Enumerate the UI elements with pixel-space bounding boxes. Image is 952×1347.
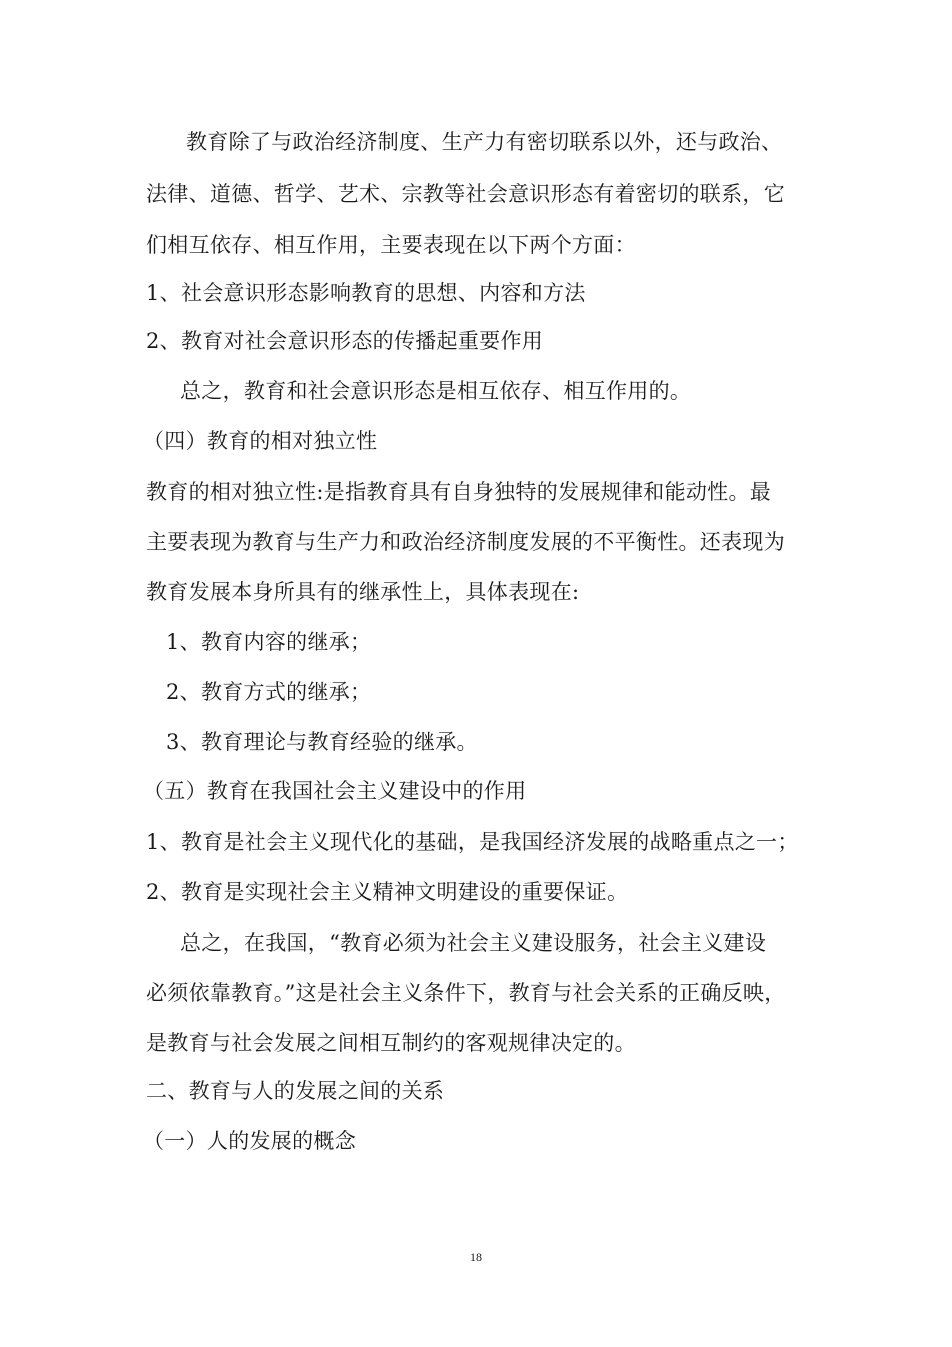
list-item: 2、教育方式的继承； xyxy=(166,680,372,704)
page-number: 18 xyxy=(470,1250,482,1264)
list-item: 3、教育理论与教育经验的继承。 xyxy=(166,730,478,754)
list-item: 1、教育是社会主义现代化的基础，是我国经济发展的战略重点之一； xyxy=(146,830,799,854)
section-heading: （四）教育的相对独立性 xyxy=(143,429,378,453)
paragraph-line: 们相互依存、相互作用，主要表现在以下两个方面： xyxy=(146,233,636,257)
paragraph-line: 是教育与社会发展之间相互制约的客观规律决定的。 xyxy=(146,1031,636,1055)
summary-line: 总之，教育和社会意识形态是相互依存、相互作用的。 xyxy=(180,379,692,403)
paragraph-line: 教育除了与政治经济制度、生产力有密切联系以外，还与政治、 xyxy=(186,130,783,154)
section-heading: （五）教育在我国社会主义建设中的作用 xyxy=(143,779,527,803)
summary-line: 总之，在我国，“教育必须为社会主义建设服务，社会主义建设 xyxy=(180,931,767,955)
list-item: 2、教育对社会意识形态的传播起重要作用 xyxy=(146,329,544,353)
paragraph-line: 教育的相对独立性:是指教育具有自身独特的发展规律和能动性。最 xyxy=(146,480,772,504)
paragraph-line: 必须依靠教育。”这是社会主义条件下，教育与社会关系的正确反映， xyxy=(146,981,786,1005)
list-item: 1、教育内容的继承； xyxy=(166,630,372,654)
list-item: 1、社会意识形态影响教育的思想、内容和方法 xyxy=(146,281,586,305)
section-heading: （一）人的发展的概念 xyxy=(143,1129,356,1153)
list-item: 2、教育是实现社会主义精神文明建设的重要保证。 xyxy=(146,880,629,904)
paragraph-line: 主要表现为教育与生产力和政治经济制度发展的不平衡性。还表现为 xyxy=(146,530,785,554)
paragraph-line: 法律、道德、哲学、艺术、宗教等社会意识形态有着密切的联系，它 xyxy=(146,182,785,206)
paragraph-line: 教育发展本身所具有的继承性上，具体表现在: xyxy=(146,580,580,604)
chapter-heading: 二、教育与人的发展之间的关系 xyxy=(146,1079,445,1103)
